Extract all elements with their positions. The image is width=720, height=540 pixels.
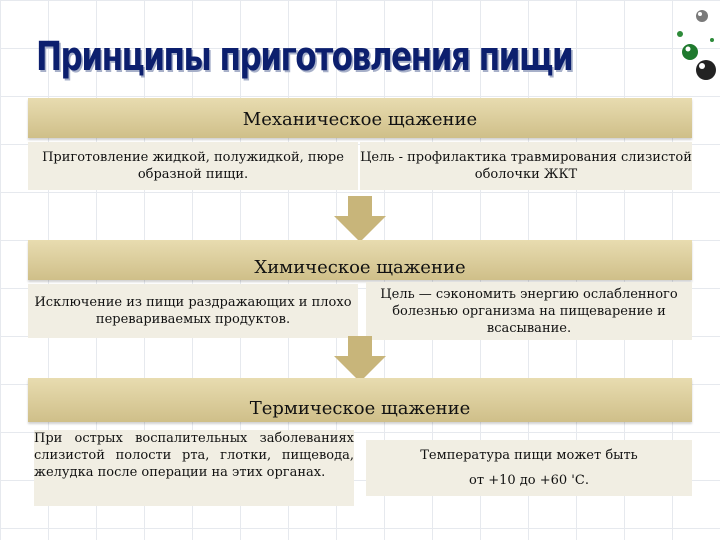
section-header-chemical: Химическое щажение — [254, 257, 466, 278]
page-title: Принципы приготовления пищи — [36, 34, 573, 80]
mechanical-description: Приготовление жидкой, полужидкой, пюре образной пищи. — [28, 142, 358, 190]
thermal-temperature — [366, 440, 692, 496]
section-header-thermal: Термическое щажение — [249, 398, 471, 419]
chemical-goal: Цель — сэкономить энергию ослабленного болезнью организма на пищеварение и всасывание. — [366, 282, 692, 340]
section-header-mechanical: Механическое щажение — [242, 109, 478, 130]
section-header-bar — [28, 98, 692, 138]
chemical-description: Исключение из пищи раздражающих и плохо перевариваемых продуктов. — [28, 284, 358, 338]
section-chemical — [28, 240, 692, 340]
mechanical-goal: Цель - профилактика травмирования слизистой оболочки ЖКТ — [360, 142, 692, 190]
section-mechanical — [28, 98, 692, 198]
section-thermal — [28, 378, 692, 512]
thermal-description: При острых воспалительных заболеваниях слизистой полости рта, глотки, пищевода, желудка после операции на этих органах. — [34, 430, 354, 506]
section-header-bar — [28, 378, 692, 422]
corner-decoration — [650, 0, 720, 90]
section-header-bar — [28, 240, 692, 280]
down-arrow-icon — [334, 336, 386, 382]
thermal-temperature-line2: от +10 до +60 'С. — [469, 473, 589, 488]
thermal-temperature-line1: Температура пищи может быть — [420, 448, 638, 463]
down-arrow-icon — [334, 196, 386, 242]
